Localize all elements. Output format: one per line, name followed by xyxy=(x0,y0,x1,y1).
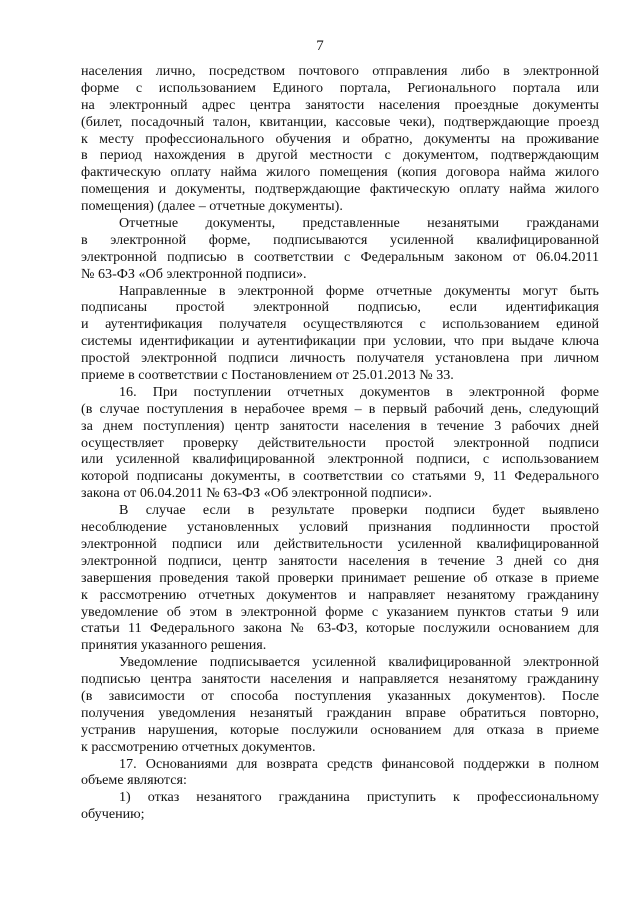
text-line: Отчетные документы, представленные незанятыми гражданами xyxy=(119,215,599,232)
text-line: (билет, посадочный талон, квитанции, кассовые чеки), подтверждающие проезд xyxy=(81,113,599,130)
text-line: подписью центра занятости населения и направляется незанятому гражданину xyxy=(81,671,599,688)
text-line: электронной подписи, центр занятости населения в течение 3 дней со дня xyxy=(81,552,599,569)
paragraph xyxy=(81,756,599,790)
text-line: в электронной форме, подписываются усиленной квалифицированной xyxy=(81,231,599,248)
paragraph xyxy=(81,63,599,215)
text-line: системы идентификации и аутентификации при условии, что при выдаче ключа xyxy=(81,333,599,350)
text-line: в период нахождения в другой местности с документом, подтверждающим xyxy=(81,147,599,164)
text-line: форме с использованием Единого портала, Регионального портала или xyxy=(81,79,599,96)
text-line: 16. При поступлении отчетных документов в электронной форме xyxy=(119,383,599,400)
text-line: за днем поступления) центр занятости населения в течение 3 рабочих дней xyxy=(81,417,599,434)
paragraph xyxy=(81,215,599,283)
text-line: к рассмотрению отчетных документов. xyxy=(81,738,316,755)
paragraph xyxy=(81,789,599,823)
paragraph xyxy=(81,654,599,755)
paragraph xyxy=(81,384,599,502)
document-body xyxy=(81,63,599,823)
text-line: подписаны простой электронной подписью, если идентификация xyxy=(81,299,599,316)
text-line: на электронный адрес центра занятости населения проездные документы xyxy=(81,96,599,113)
text-line: Уведомление подписывается усиленной квалифицированной электронной xyxy=(119,654,599,671)
text-line: устранив нарушения, которые послужили основанием для отказа в приеме xyxy=(81,721,599,738)
text-line: электронной подписи или действительности усиленной квалифицированной xyxy=(81,535,599,552)
text-line: приеме в соответствии с Постановлением от 25.01.2013 № 33. xyxy=(81,367,454,384)
text-line: (в зависимости от способа поступления указанных документов). После xyxy=(81,687,599,704)
paragraph xyxy=(81,283,599,384)
text-line: осуществляет проверку действительности простой электронной подписи xyxy=(81,434,599,451)
text-line: населения лично, посредством почтового отправления либо в электронной xyxy=(81,63,599,79)
text-line: закона от 06.04.2011 № 63-ФЗ «Об электронной подписи». xyxy=(81,485,432,502)
text-line: несоблюдение установленных условий признания подлинности простой xyxy=(81,519,599,536)
text-line: 1) отказ незанятого гражданина приступить к профессиональному xyxy=(119,789,599,806)
text-line: принятия указанного решения. xyxy=(81,637,267,654)
text-line: помещения и документы, подтверждающие фактическую оплату найма жилого xyxy=(81,181,599,198)
text-line: статьи 11 Федерального закона № 63-ФЗ, которые послужили основанием для xyxy=(81,620,599,637)
text-line: к месту профессионального обучения и обратно, документы на проживание xyxy=(81,130,599,147)
text-line: помещения) (далее – отчетные документы). xyxy=(81,198,343,215)
text-line: к рассмотрению отчетных документов и направляет незанятому гражданину xyxy=(81,586,599,603)
text-line: или усиленной квалифицированной электронной подписи, с использованием xyxy=(81,451,599,468)
paragraph xyxy=(81,502,599,654)
text-line: которой подписаны документы, в соответствии со статьями 9, 11 Федерального xyxy=(81,468,599,485)
text-line: объеме являются: xyxy=(81,772,187,789)
page-number: 7 xyxy=(316,38,324,54)
text-line: получения уведомления незанятый гражданин вправе обратиться повторно, xyxy=(81,704,599,721)
text-line: электронной подписью в соответствии с Федеральным законом от 06.04.2011 xyxy=(81,248,599,265)
text-line: В случае если в результате проверки подписи будет выявлено xyxy=(119,502,599,519)
text-line: уведомление об этом в электронной форме с указанием пунктов статьи 9 или xyxy=(81,603,599,620)
text-line: и аутентификация получателя осуществляются с использованием единой xyxy=(81,316,599,333)
text-line: обучению; xyxy=(81,806,145,823)
text-line: фактическую оплату найма жилого помещения (копия договора найма жилого xyxy=(81,164,599,181)
text-line: завершения проведения такой проверки принимает решение об отказе в приеме xyxy=(81,569,599,586)
text-line: простой электронной подписи личность получателя установлена при личном xyxy=(81,350,599,367)
text-line: № 63-ФЗ «Об электронной подписи». xyxy=(81,265,307,282)
text-line: 17. Основаниями для возврата средств финансовой поддержки в полном xyxy=(119,755,599,772)
text-line: Направленные в электронной форме отчетные документы могут быть xyxy=(119,282,599,299)
text-line: (в случае поступления в нерабочее время – в первый рабочий день, следующий xyxy=(81,400,599,417)
